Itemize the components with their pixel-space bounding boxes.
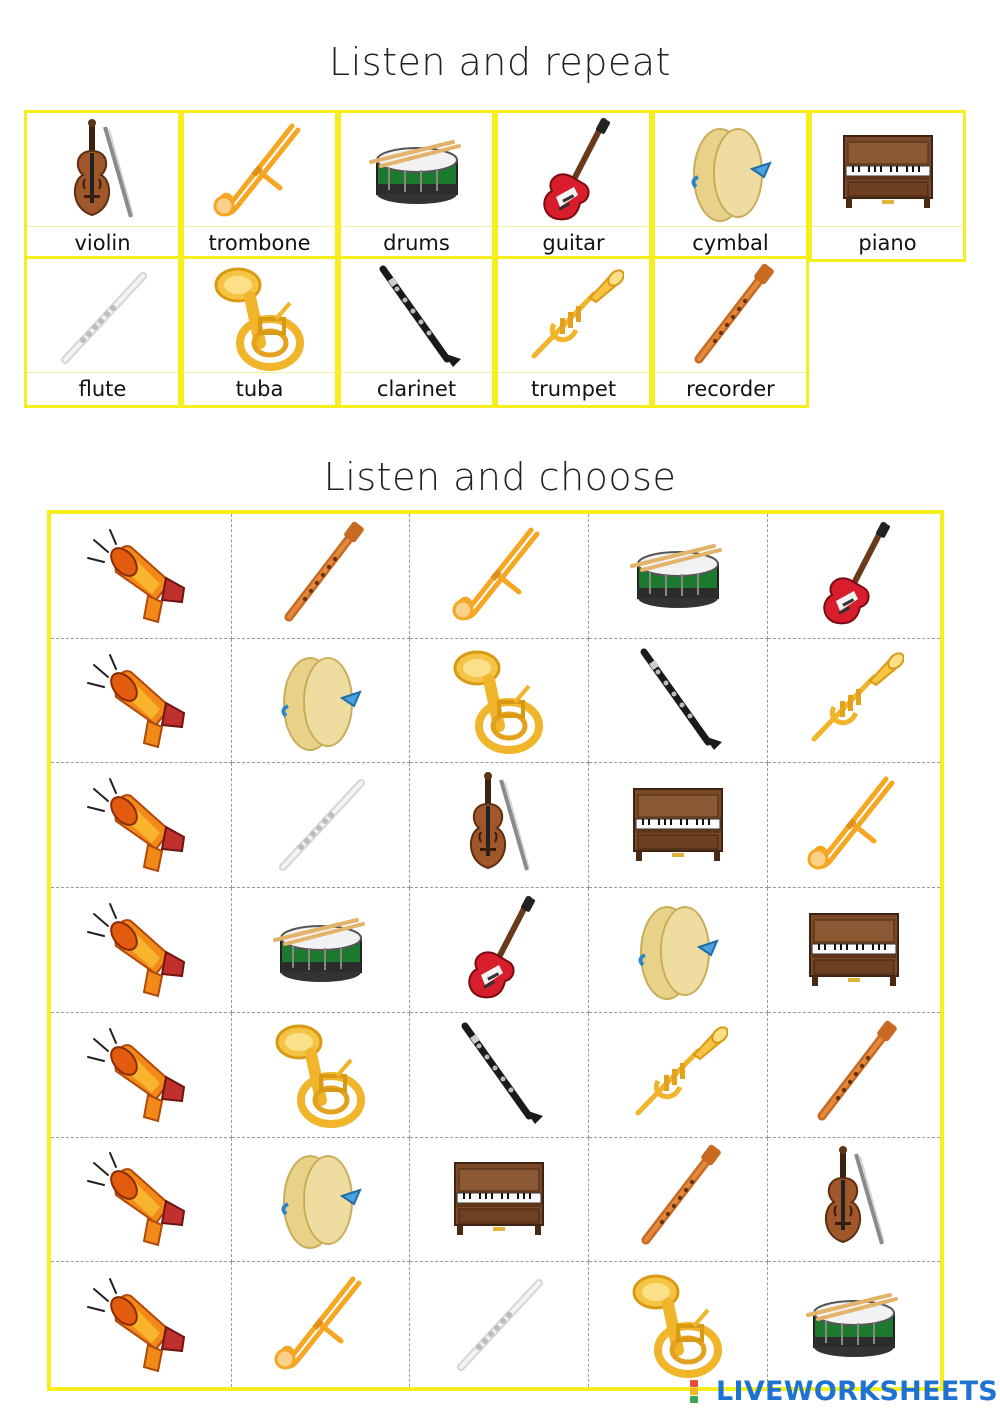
play-audio-button-2[interactable] <box>51 639 232 764</box>
vocab-label: cymbal <box>655 226 806 259</box>
option-cymbal[interactable] <box>232 639 410 764</box>
option-piano[interactable] <box>768 888 940 1013</box>
vocab-label: guitar <box>498 226 649 259</box>
watermark-text: LIVEWORKSHEETS <box>716 1375 999 1407</box>
tuba-icon <box>184 259 335 376</box>
vocab-label: recorder <box>655 372 806 405</box>
vocab-label: piano <box>812 226 963 259</box>
liveworksheets-logo-icon <box>690 1378 712 1404</box>
violin-icon <box>27 113 178 230</box>
option-drum[interactable] <box>232 888 410 1013</box>
option-tuba[interactable] <box>589 1262 768 1387</box>
play-audio-button-5[interactable] <box>51 1013 232 1138</box>
vocab-label: tuba <box>184 372 335 405</box>
liveworksheets-watermark <box>690 1374 998 1408</box>
vocab-card-flute <box>24 256 181 408</box>
play-audio-button-7[interactable] <box>51 1262 232 1387</box>
vocab-card-piano <box>809 110 966 262</box>
play-audio-button-4[interactable] <box>51 888 232 1013</box>
vocab-card-recorder <box>652 256 809 408</box>
vocab-label: violin <box>27 226 178 259</box>
option-recorder[interactable] <box>768 1013 940 1138</box>
option-recorder[interactable] <box>232 514 410 639</box>
option-trombone[interactable] <box>768 763 940 888</box>
option-tuba[interactable] <box>410 639 589 764</box>
piano-icon <box>812 113 963 230</box>
vocab-label: clarinet <box>341 372 492 405</box>
vocab-card-tuba <box>181 256 338 408</box>
choose-grid <box>47 510 944 1391</box>
vocab-card-trombone <box>181 110 338 262</box>
option-violin[interactable] <box>768 1138 940 1263</box>
vocab-label: trombone <box>184 226 335 259</box>
option-flute[interactable] <box>232 763 410 888</box>
option-drum[interactable] <box>768 1262 940 1387</box>
option-trumpet[interactable] <box>768 639 940 764</box>
play-audio-button-1[interactable] <box>51 514 232 639</box>
vocab-card-clarinet <box>338 256 495 408</box>
vocab-label: flute <box>27 372 178 405</box>
page-title-repeat: Listen and repeat <box>329 40 671 84</box>
vocab-card-trumpet <box>495 256 652 408</box>
play-audio-button-3[interactable] <box>51 763 232 888</box>
option-piano[interactable] <box>589 763 768 888</box>
option-clarinet[interactable] <box>589 639 768 764</box>
option-clarinet[interactable] <box>410 1013 589 1138</box>
vocab-card-cymbal <box>652 110 809 262</box>
option-trombone[interactable] <box>410 514 589 639</box>
vocab-label: drums <box>341 226 492 259</box>
flute-icon <box>27 259 178 376</box>
drum-icon <box>341 113 492 230</box>
option-guitar[interactable] <box>768 514 940 639</box>
option-violin[interactable] <box>410 763 589 888</box>
vocab-card-guitar <box>495 110 652 262</box>
play-audio-button-6[interactable] <box>51 1138 232 1263</box>
option-tuba[interactable] <box>232 1013 410 1138</box>
option-piano[interactable] <box>410 1138 589 1263</box>
cymbal-icon <box>655 113 806 230</box>
option-cymbal[interactable] <box>232 1138 410 1263</box>
trombone-icon <box>184 113 335 230</box>
vocab-label: trumpet <box>498 372 649 405</box>
option-guitar[interactable] <box>410 888 589 1013</box>
option-flute[interactable] <box>410 1262 589 1387</box>
vocab-card-drums <box>338 110 495 262</box>
clarinet-icon <box>341 259 492 376</box>
option-trombone[interactable] <box>232 1262 410 1387</box>
guitar-icon <box>498 113 649 230</box>
vocab-card-violin <box>24 110 181 262</box>
trumpet-icon <box>498 259 649 376</box>
option-recorder[interactable] <box>589 1138 768 1263</box>
recorder-icon <box>655 259 806 376</box>
option-drum[interactable] <box>589 514 768 639</box>
option-trumpet[interactable] <box>589 1013 768 1138</box>
page-title-choose: Listen and choose <box>323 455 677 499</box>
option-cymbal[interactable] <box>589 888 768 1013</box>
